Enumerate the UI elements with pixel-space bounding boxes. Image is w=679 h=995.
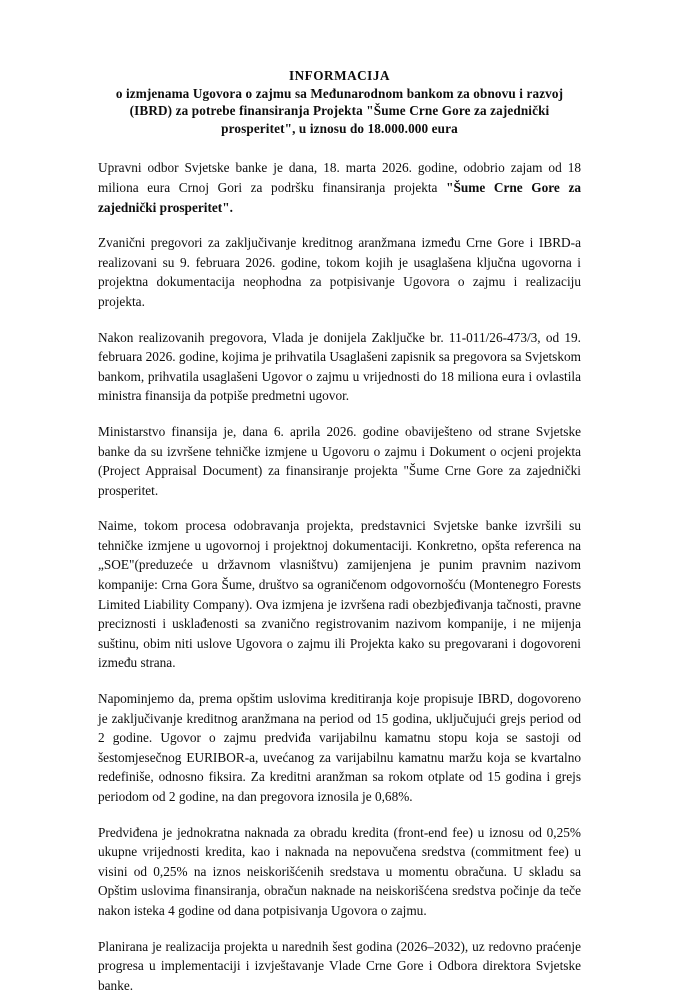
title-line-2: o izmjenama Ugovora o zajmu sa Međunarodnom bankom za obnovu i razvoj <box>115 85 564 101</box>
paragraph-run: Predviđena je jednokratna naknada za obradu kredita (front-end fee) u iznosu od 0,25% ukupne vrijednosti kredita, kao i naknada na nepovučena sredstva (commitment fee) u visini od 0,25% na iznos neiskorišćenih sredstava u momentu obračuna. U skladu sa Opštim uslovima finansiranja, obračun naknade na neiskorišćena sredstva počinje da teče nakon isteka 4 godine od dana potpisivanja Ugovora o zajmu. <box>98 824 581 918</box>
document-body <box>98 158 581 995</box>
paragraph-run: Nakon realizovanih pregovora, Vlada je donijela Zaključke br. 11-011/26-473/3, od 19. februara 2026. godine, kojima je prihvatila Usaglašeni zapisnik sa pregovora sa Svjetskom bankom, prihvatila usaglašeni Ugovor o zajmu u vrijednosti do 18 miliona eura i ovlastila ministra finansija da potpiše predmetni ugovor. <box>98 329 581 404</box>
paragraph-p4-tehnicke-izmjene-obavjestenje <box>98 422 581 500</box>
title-line-3: (IBRD) za potrebe finansiranja Projekta "Šume Crne Gore za zajednički <box>129 103 550 119</box>
document-content <box>98 0 581 995</box>
paragraph-run-emphasis: "Šume Crne Gore za zajednički prosperitet". <box>98 179 582 215</box>
paragraph-run: Naime, tokom procesa odobravanja projekta, predstavnici Svjetske banke izvršili su tehničke izmjene u ugovornoj i projektnoj dokumentaciji. Konkretno, opšta referenca na „SOE"(preduzeće u državnom vlasništvu) zamijenjena je punim pravnim nazivom kompanije: Crna Gora Šume, društvo sa ograničenom odgovornošću (Montenegro Forests Limited Liability Company). Ova izmjena je izvršena radi obezbjeđivanja tačnosti, pravne preciznosti i usklađenosti sa zvanično registrovanim nazivom kompanije, i ne mijenja suštinu, obim niti uslove Ugovora o zajmu ili Projekta kako su pregovarani i dogovoreni između strana. <box>98 518 581 671</box>
paragraph-p7-naknade <box>98 823 581 921</box>
paragraph-p5-naziv-kompanije <box>98 516 581 673</box>
title-line-4: prosperitet", u iznosu do 18.000.000 eura <box>221 120 458 136</box>
paragraph-p8-realizacija-projekta <box>98 937 581 995</box>
title-line-1: INFORMACIJA <box>288 68 391 83</box>
paragraph-p1-odobrenje-zajma <box>98 158 581 217</box>
paragraph-run: Ministarstvo finansija je, dana 6. aprila 2026. godine obaviješteno od strane Svjetske banke da su izvršene tehničke izmjene u Ugovoru o zajmu i Dokument o ocjeni projekta (Project Appraisal Document) za finansiranje projekta "Šume Crne Gore za zajednički prosperitet. <box>98 423 581 498</box>
document-title <box>98 0 581 137</box>
paragraph-run: Napominjemo da, prema opštim uslovima kreditiranja koje propisuje IBRD, dogovoreno je zaključivanje kreditnog aranžmana na period od 15 godina, uključujući grejs period od 2 godine. Ugovor o zajmu predviđa varijabilnu kamatnu stopu koja se sastoji od šestomjesečnog EURIBOR-a, uvećanog za varijabilnu kamatnu maržu koja se kvartalno redefiniše, odnosno fiksira. Za kreditni aranžman sa rokom otplate od 15 godina i grejs periodom od 2 godine, na dan pregovora iznosila je 0,68%. <box>98 691 581 804</box>
paragraph-p6-uslovi-kreditiranja <box>98 689 581 807</box>
paragraph-run: Planirana je realizacija projekta u narednih šest godina (2026–2032), uz redovno praćenje progresa u implementaciji i izvještavanje Vlade Crne Gore i Odbora direktora Svjetske banke. <box>98 938 581 993</box>
paragraph-p2-zvanicni-pregovori <box>98 233 581 311</box>
paragraph-run: Upravni odbor Svjetske banke je dana, 18. marta 2026. godine, odobrio zajam od 18 miliona eura Crnoj Gori za podršku finansiranja projekta <box>98 160 581 195</box>
paragraph-p3-zakljucci-vlade <box>98 328 581 406</box>
paragraph-run: Zvanični pregovori za zaključivanje kreditnog aranžmana između Crne Gore i IBRD-a realizovani su 9. februara 2026. godine, tokom kojih je usaglašena ključna ugovorna i projektna dokumentacija neophodna za potpisivanje Ugovora o zajmu i realizaciju projekta. <box>98 235 581 309</box>
